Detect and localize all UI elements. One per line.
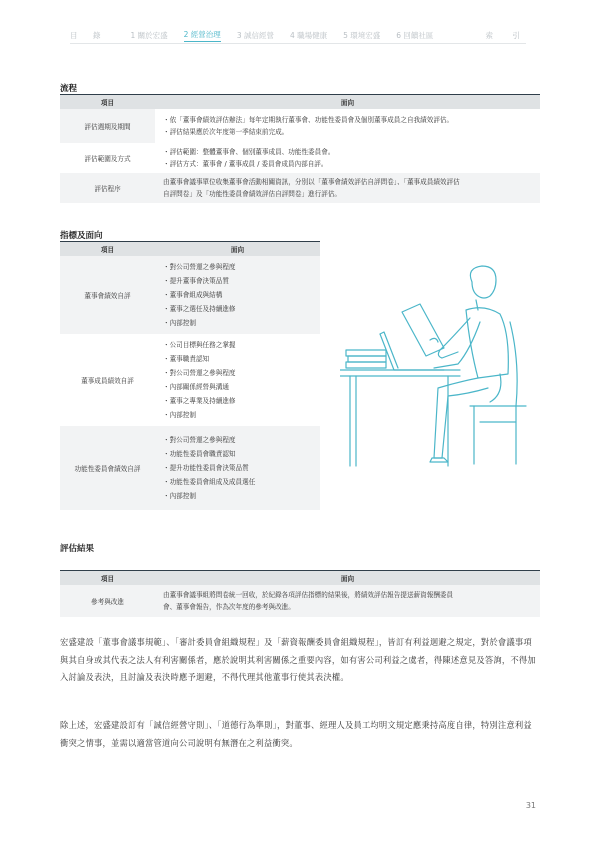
nav-item-integrity[interactable]: 3 誠信經營	[236, 30, 274, 40]
row-line: ・評估方式：董事會 / 董事成員 / 委員會成員內部自評。	[163, 160, 328, 168]
row-line: ・董事職責認知	[163, 355, 210, 363]
row-line: ・對公司營運之參與程度	[163, 369, 236, 377]
table-header-aspect: 面向	[155, 571, 540, 585]
nav-item-community[interactable]: 6 回饋社區	[396, 30, 434, 40]
row-line: ・內部控制	[163, 319, 196, 327]
section-title-indicators: 指標及面向	[60, 231, 103, 241]
row-line: ・評估結果應於次年度第一季結束前完成。	[163, 128, 289, 136]
row-line: 會、董事會報告，作為次年度的參考與改進。	[163, 603, 295, 611]
row-line: 自評問卷」及「功能性委員會績效評估自評問卷」進行評估。	[163, 190, 342, 198]
row-line: ・公司目標與任務之掌握	[163, 341, 236, 349]
table-row	[60, 585, 540, 617]
nav-item-about[interactable]: 1 關於宏盛	[130, 30, 168, 40]
row-line: 由董事會議事單位收集董事會活動相關資訊，分別以「董事會績效評估自評問卷」、「董事成員績效評估	[163, 178, 460, 186]
row-label: 功能性委員會績效自評	[60, 426, 155, 510]
process-table	[60, 95, 540, 203]
row-line: ・提升功能性委員會決策品質	[163, 464, 249, 472]
table-header-item: 項目	[60, 571, 155, 585]
row-label: 評估範圍及方式	[60, 143, 155, 173]
table-row	[60, 256, 320, 334]
body-paragraph-integrity: 除上述，宏盛建設訂有「誠信經營守則」、「道德行為準則」，對董事、經理人及員工均明文規定應秉持高度自律，特別注意利益衝突之情事，並需以適當管道向公司說明有無潛在之利益衝突。	[60, 720, 532, 748]
row-line: ・評估範圍：整體董事會、個別董事成員、功能性委員會。	[163, 148, 335, 156]
table-header-aspect: 面向	[155, 242, 320, 256]
person-at-desk-illustration	[340, 262, 540, 472]
row-line: 由董事會議事組將問卷統一回收，於紀錄各項評估指標的結果後，將績效評估報告提送薪資報酬委員	[163, 591, 454, 599]
table-row	[60, 426, 320, 510]
section-title-results: 評估結果	[60, 544, 95, 554]
table-row	[60, 173, 540, 203]
row-label: 評估週期及期間	[60, 109, 155, 143]
body-paragraph-conflict-avoidance: 宏盛建設「董事會議事規範」、「審計委員會組織規程」及「薪資報酬委員會組織規程」，皆訂有利益迴避之規定，對於會議事項與其自身或其代表之法人有利害關係者，應於說明其利害關係之重要內容，如有害公司利益之虞者，得陳述意見及答詢，不得加入討論及表決，且討論及表決時應予迴避，不得代理其他董事行使其表決權。	[60, 637, 536, 682]
top-navigation	[70, 28, 526, 42]
results-table	[60, 571, 540, 617]
row-label: 評估程序	[60, 173, 155, 203]
row-line: ・董事會組成與結構	[163, 291, 223, 299]
row-line: ・功能性委員會組成及成員選任	[163, 478, 256, 486]
row-line: ・董事之專業及持續進修	[163, 397, 236, 405]
header-divider	[70, 43, 526, 44]
nav-item-index[interactable]: 索 引	[485, 30, 526, 40]
row-label: 董事會績效自評	[60, 256, 155, 334]
nav-item-environment[interactable]: 5 環境宏盛	[343, 30, 381, 40]
table-row	[60, 334, 320, 426]
nav-item-governance[interactable]: 2 經營治理	[184, 29, 221, 42]
row-line: ・內部控制	[163, 411, 196, 419]
row-line: ・對公司營運之參與程度	[163, 263, 236, 271]
table-row	[60, 143, 540, 173]
table-row	[60, 109, 540, 143]
section-title-process: 流程	[60, 84, 78, 94]
row-line: ・依「董事會績效評估辦法」每年定期執行董事會、功能性委員會及個別董事成員之自我績效評估。	[163, 116, 454, 124]
row-label: 董事成員績效自評	[60, 334, 155, 426]
nav-item-workplace[interactable]: 4 職場健康	[289, 30, 328, 40]
row-line: ・董事之選任及持續進修	[163, 305, 236, 313]
row-line: ・內部控制	[163, 492, 196, 500]
row-label: 參考與改進	[60, 585, 155, 617]
row-line: ・功能性委員會職責認知	[163, 450, 236, 458]
page-number: 31	[525, 801, 536, 810]
row-line: ・提升董事會決策品質	[163, 277, 229, 285]
table-header-item: 項目	[60, 95, 155, 109]
nav-item-contents[interactable]: 目 錄	[70, 30, 105, 40]
indicators-table	[60, 242, 320, 510]
row-line: ・對公司營運之參與程度	[163, 436, 236, 444]
table-header-aspect: 面向	[155, 95, 540, 109]
table-header-item: 項目	[60, 242, 155, 256]
row-line: ・內部關係經營與溝通	[163, 383, 229, 391]
